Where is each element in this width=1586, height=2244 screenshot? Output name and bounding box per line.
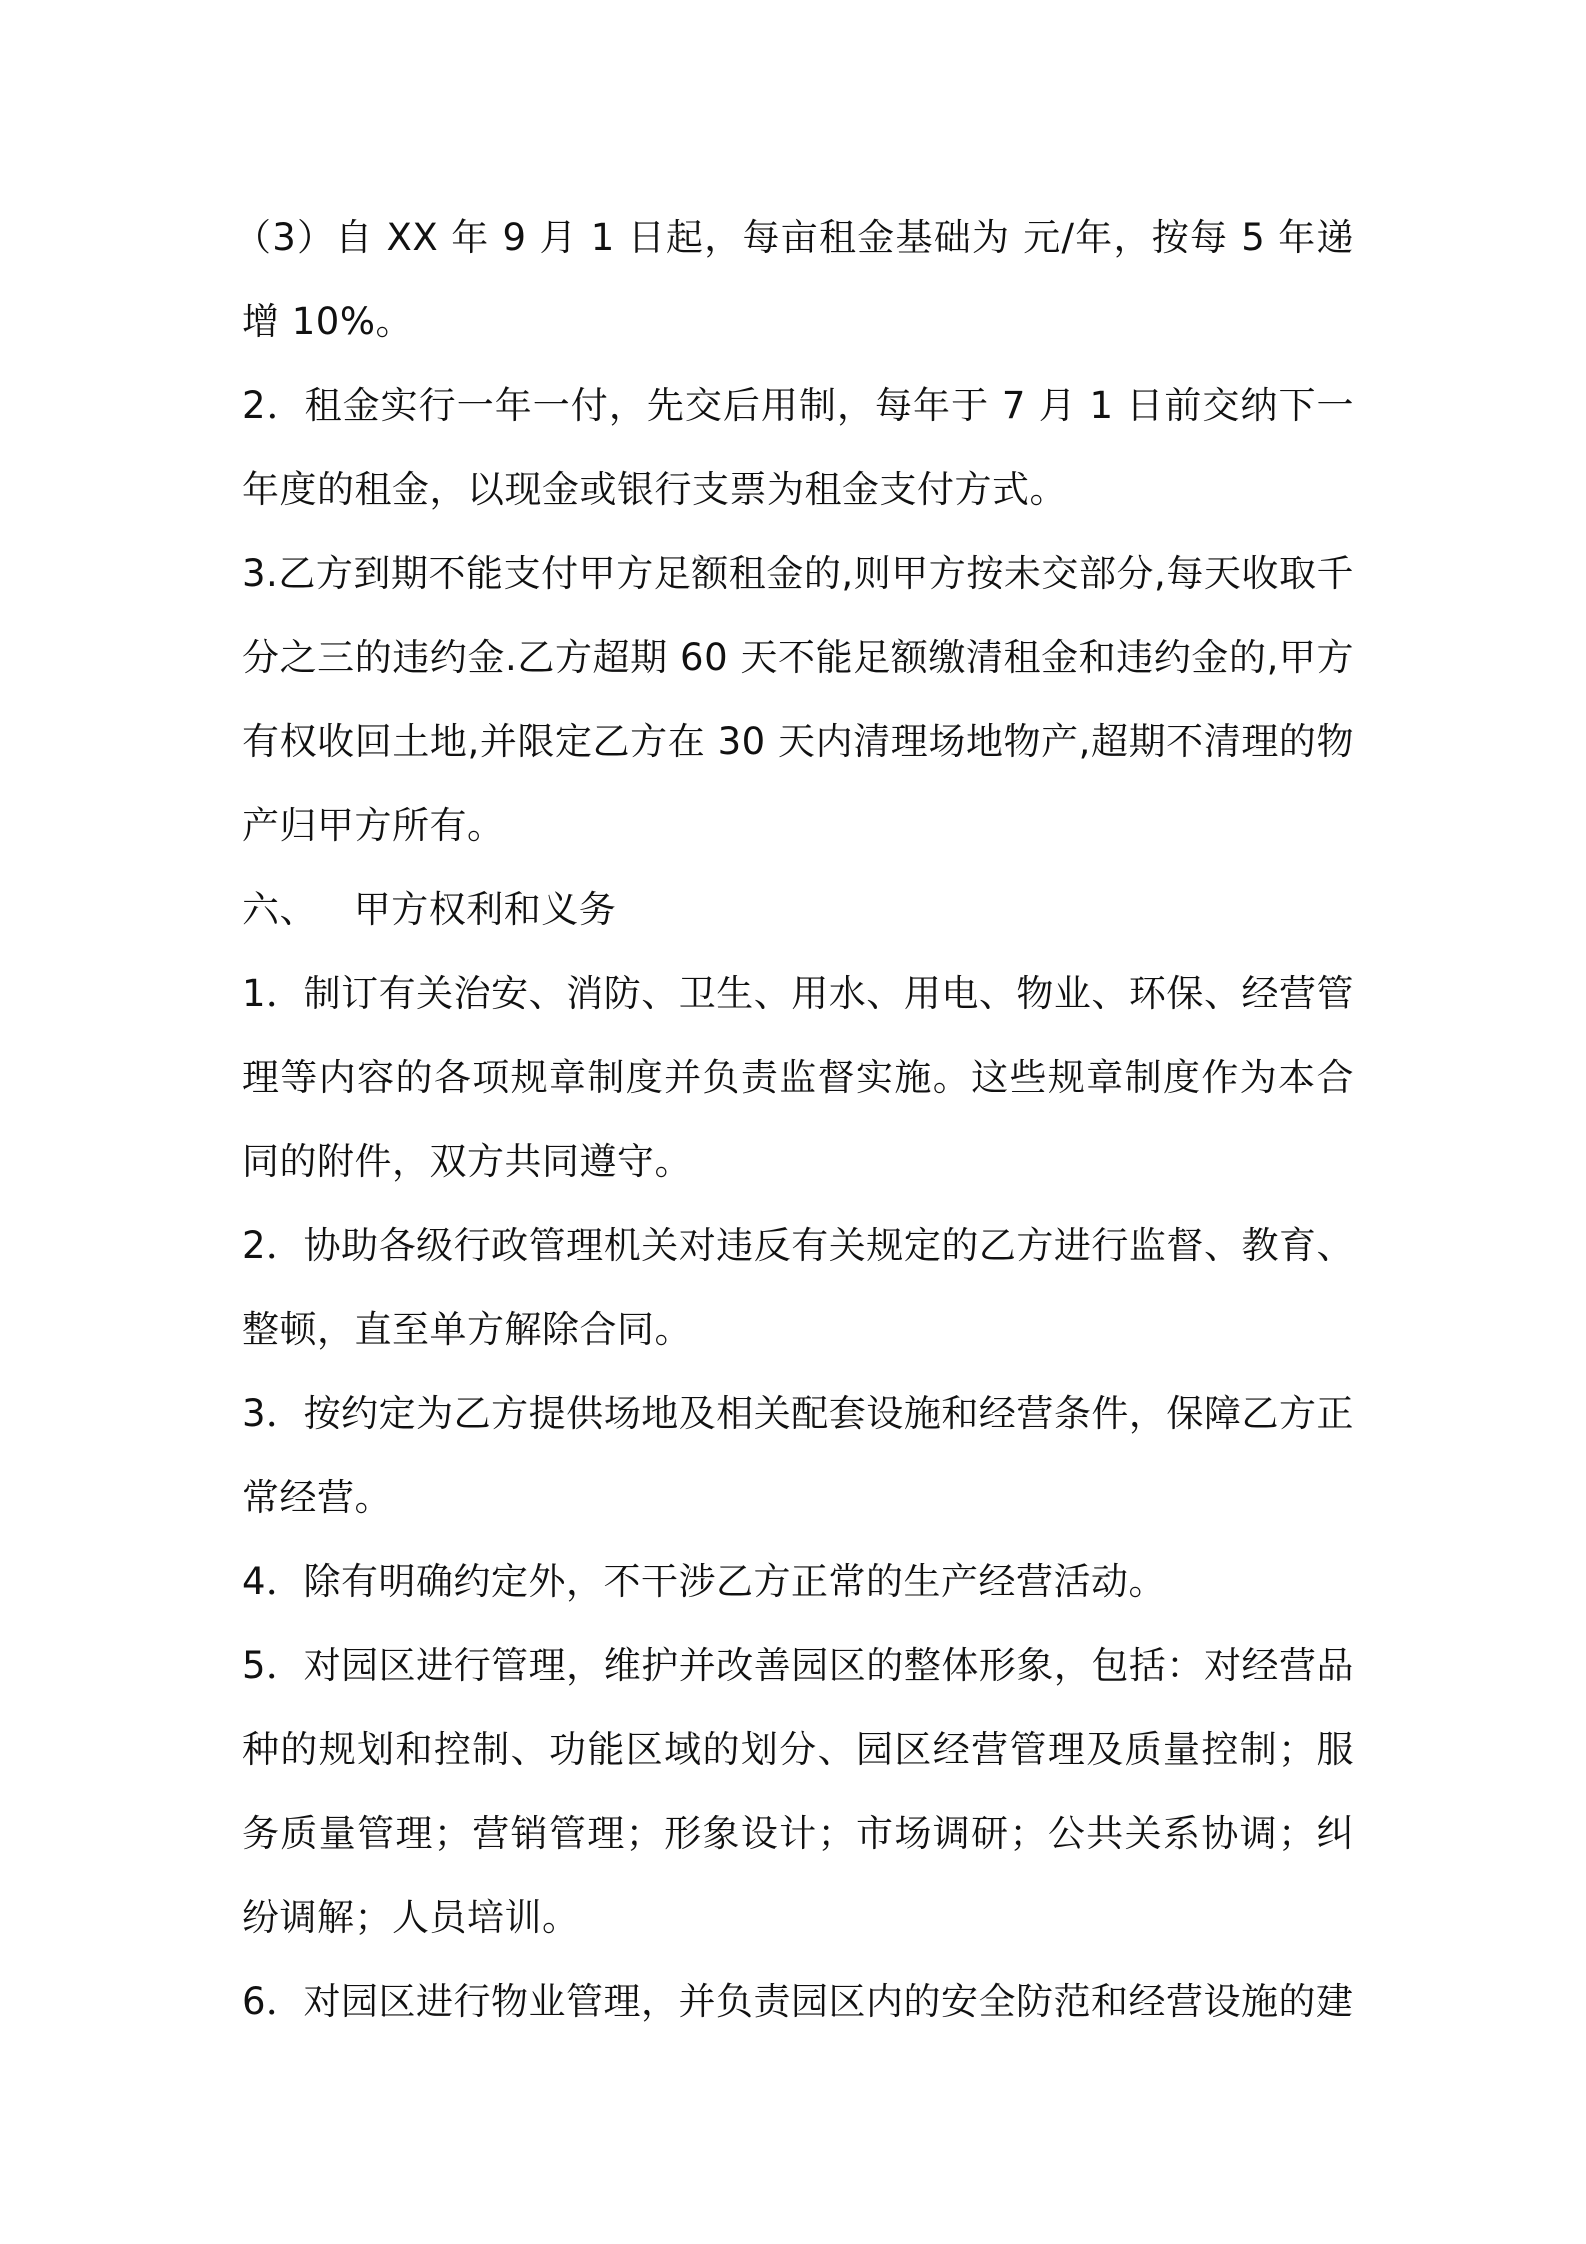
list-item: 3．按约定为乙方提供场地及相关配套设施和经营条件，保障乙方正常经营。 [242, 1392, 1354, 1519]
section-heading: 六、 甲方权利和义务 [242, 888, 617, 931]
paragraph-rent-base: （3）自 XX 年 9 月 1 日起，每亩租金基础为 元/年，按每 5 年递增 10%。 [234, 216, 1354, 343]
paragraph-rent-penalty: 3.乙方到期不能支付甲方足额租金的,则甲方按未交部分,每天收取千分之三的违约金.乙方超期 60 天不能足额缴清租金和违约金的,甲方有权收回土地,并限定乙方在 30 天内清理场地物产,超期不清理的物产归甲方所有。 [242, 552, 1354, 847]
list-item: 2．协助各级行政管理机关对违反有关规定的乙方进行监督、教育、整顿，直至单方解除合同。 [242, 1224, 1354, 1351]
list-item: 4．除有明确约定外，不干涉乙方正常的生产经营活动。 [242, 1560, 1167, 1603]
paragraph-rent-payment: 2．租金实行一年一付，先交后用制，每年于 7 月 1 日前交纳下一年度的租金，以现金或银行支票为租金支付方式。 [242, 384, 1354, 511]
list-item: 1．制订有关治安、消防、卫生、用水、用电、物业、环保、经营管理等内容的各项规章制度并负责监督实施。这些规章制度作为本合同的附件，双方共同遵守。 [242, 972, 1354, 1183]
list-item: 6．对园区进行物业管理，并负责园区内的安全防范和经营设施的建 [242, 1980, 1354, 2023]
document-body [234, 196, 1354, 2044]
list-item: 5．对园区进行管理，维护并改善园区的整体形象，包括：对经营品种的规划和控制、功能区域的划分、园区经营管理及质量控制；服务质量管理；营销管理；形象设计；市场调研；公共关系协调；纠纷调解；人员培训。 [242, 1644, 1354, 1939]
